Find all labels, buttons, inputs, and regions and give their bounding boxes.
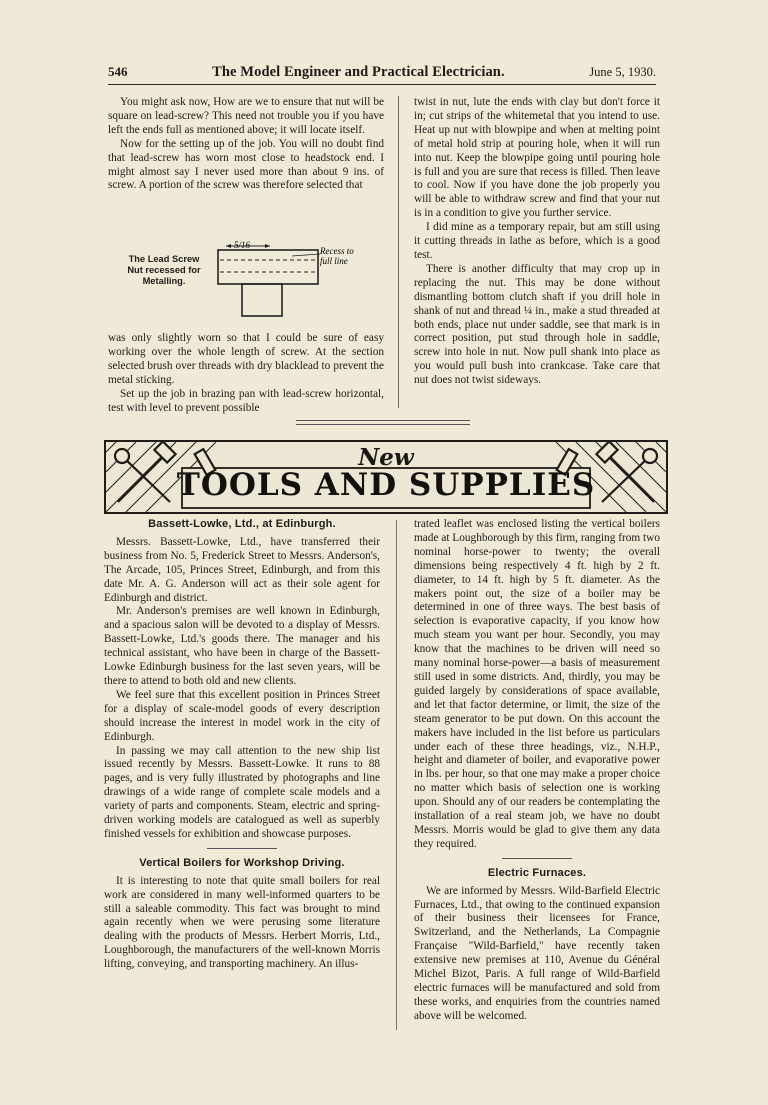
paragraph: Messrs. Bassett-Lowke, Ltd., have transferred their business from No. 5, Frederick Street to Messrs. Anderson's, The Arcade, 105, Princes Street, Edinburgh, and from this date Mr. A. G. Anderson will act as their sole agent for Edinburgh and district. bbox=[104, 535, 380, 604]
paragraph: was only slightly worn so that I could be sure of easy working over the whole length of screw. At the section selected brush over threads with dry blacklead to prevent the metal sticking. bbox=[108, 332, 384, 386]
paragraph: I did mine as a temporary repair, but am still using it cutting threads in lathe as before, which is a good test. bbox=[414, 221, 660, 261]
bottom-right-column bbox=[414, 518, 660, 1024]
column-rule bbox=[398, 96, 399, 408]
recess-note: Recess to full line bbox=[320, 246, 354, 266]
top-right-column bbox=[414, 96, 660, 388]
section-heading-electric-furnaces: Electric Furnaces. bbox=[487, 866, 587, 879]
paragraph: In passing we may call attention to the new ship list issued recently by Messrs. Bassett-Lowke. It runs to 88 pages, and is very fully illustrated by photographs and line drawings of a wide range of complete scale models and a variety of parts and components. Steam, electric and spring-driven working models are catalogued as well as superbly finished vessels for exhibition and showcase purposes. bbox=[104, 744, 380, 840]
paragraph: We are informed by Messrs. Wild-Barfield Electric Furnaces, Ltd., that owing to the continued expansion of their business their licensees for France, Switzerland, and the Netherlands, La Compagnie Française "Wild-Barfield," have recently taken extensive new premises at 110, Avenue du Général Michel Bizot, Paris. A full range of Wild-Barfield electric furnaces will be manufactured and sold from these works, and enquiries from the countries named above will be welcomed. bbox=[414, 884, 660, 1022]
column-rule bbox=[396, 520, 397, 1030]
top-left-column bbox=[108, 96, 384, 193]
top-left-column-cont bbox=[108, 332, 384, 415]
figure-caption: The Lead Screw Nut recessed for Metalling. bbox=[127, 254, 201, 286]
issue-date: June 5, 1930. bbox=[589, 65, 656, 79]
paragraph: You might ask now, How are we to ensure that nut will be square on lead-screw? This need not trouble you if you have left the ends full as mentioned above; it will locate itself. bbox=[108, 96, 384, 136]
banner-new-word: New bbox=[358, 444, 414, 471]
lead-screw-nut-figure bbox=[120, 240, 380, 320]
nut-drawing bbox=[212, 240, 372, 320]
paragraph: It is interesting to note that quite small boilers for real work are considered in many well-informed quarters to be still a saleable commodity. This fact was brought to mind again recently when we were perusing some literature dealing with the products of Messrs. Herbert Morris, Ltd., Loughborough, the manufacturers of the well-known Morris lifting, conveying, and transporting machinery. An illus- bbox=[104, 874, 380, 971]
paragraph: Now for the setting up of the job. You will no doubt find that lead-screw has worn most close to headstock end. I might almost say I never used more than about 9 ins. of screw. A portion of the screw was therefore selected that bbox=[108, 137, 384, 192]
page-header bbox=[108, 64, 656, 85]
paragraph: Mr. Anderson's premises are well known in Edinburgh, and a spacious salon will be devoted to a display of Messrs. Bassett-Lowke, Ltd.'s goods there. The manager and his technical assistant, who have been in charge of the Bassett-Lowke Edinburgh business for the last seven years, will be there to attend to both old and new clients. bbox=[104, 605, 380, 687]
section-heading-vertical-boilers: Vertical Boilers for Workshop Driving. bbox=[139, 856, 345, 869]
section-heading-bassett-lowke: Bassett-Lowke, Ltd., at Edinburgh. bbox=[148, 518, 336, 530]
banner-title: TOOLS AND SUPPLIES bbox=[176, 467, 596, 503]
dimension-label: 5/16 bbox=[234, 240, 251, 250]
section-rule bbox=[207, 848, 277, 849]
section-rule bbox=[502, 858, 572, 859]
paragraph: We feel sure that this excellent position in Princes Street for a display of scale-model goods of every description should increase the interest in model work in the city of Edinburgh. bbox=[104, 688, 380, 743]
paragraph: Set up the job in brazing pan with lead-screw horizontal, test with level to prevent possible bbox=[108, 387, 384, 414]
bottom-left-column bbox=[104, 518, 380, 972]
paragraph: twist in nut, lute the ends with clay but don't force it in; cut strips of the whitemetal that you intend to use. Heat up nut with blowpipe and when at melting point of metal hold strip at pouring hole, when it will run into nut. Keep the blowpipe going until pouring hole is full and you are sure that recess is filled. Then leave to cool. Now if you have done the job properly you will be able to withdraw screw and find that your nut is in a condition to give you further service. bbox=[414, 96, 660, 220]
paragraph: trated leaflet was enclosed listing the vertical boilers made at Loughborough by this firm, ranging from two nominal horse-power to twenty; the overall dimensions being respectively 4 ft. high by 2 ft. diameter, to 14 ft. high by 5 ft. diameter. As the makers point out, the size of a boiler may be determined in one of three ways. The best basis of selection is evaporative capacity, if you know how much steam you want per hour. Secondly, you may know that the machines to be driven will need so many nominal horse-power—a basis of measurement still used in some districts. And, thirdly, you may be guided largely by considerations of space available, and let that factor determine, or limit, the size of the steam generator to be put down. On this account the makers have included in the list before us particulars under each of these three headings, viz., N.H.P., height and diameter of boiler, and evaporative power in lbs. per hour, so that one may make a proper choice no matter which basis of selection one is working upon. Should any of our readers be contemplating the installation of a real steam job, we have no doubt Messrs. Morris would be glad to give them any data they required. bbox=[414, 518, 660, 850]
page-number: 546 bbox=[108, 64, 128, 79]
publication-title: The Model Engineer and Practical Electrician. bbox=[212, 64, 505, 80]
section-divider bbox=[296, 420, 470, 425]
paragraph: There is another difficulty that may crop up in replacing the nut. This may be done without dismantling bottom clutch shaft if you drill hole in shank of nut and thread ¼ in., make a stud threaded at both ends, place nut under saddle, see that mark is in correct position, put stud through hole in saddle, screw into hole in nut. Now pull shank into place as you would pull bush into crankcase. Take care that nut does not twist sideways. bbox=[414, 262, 660, 387]
tools-and-supplies-banner bbox=[104, 440, 668, 514]
